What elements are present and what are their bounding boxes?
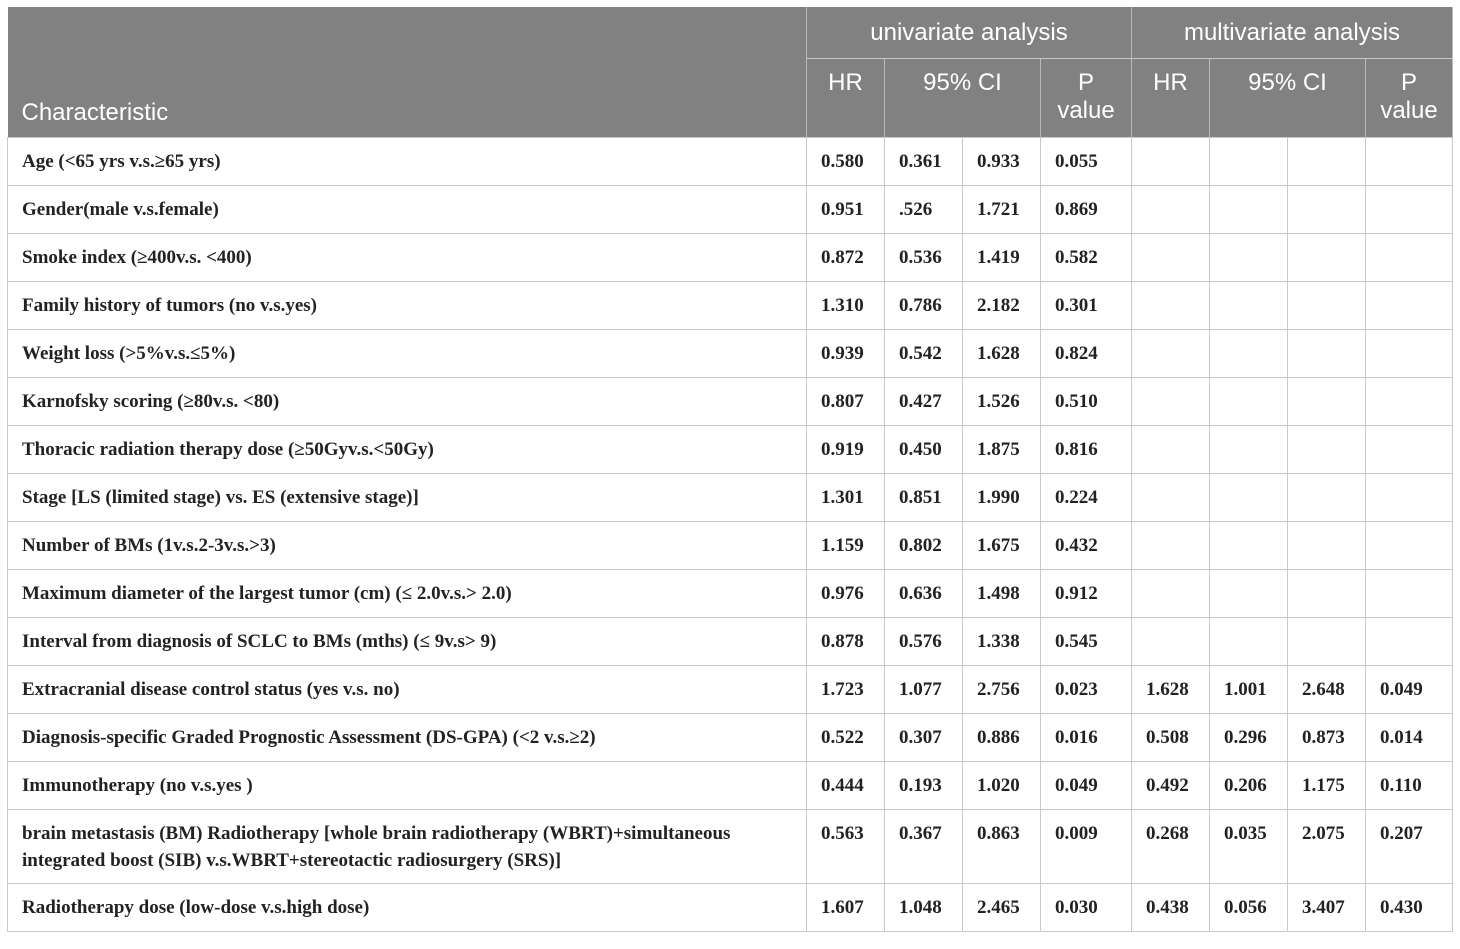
multivariate-ci-low-cell: 0.206 (1210, 762, 1288, 810)
univariate-ci-low-cell: 1.048 (885, 884, 963, 932)
univariate-p-cell: 0.816 (1041, 426, 1132, 474)
univariate-p-cell: 0.510 (1041, 378, 1132, 426)
univariate-hr-cell: 0.951 (807, 186, 885, 234)
multivariate-hr-cell (1132, 282, 1210, 330)
univariate-ci-low-cell: 0.542 (885, 330, 963, 378)
label-cell: Karnofsky scoring (≥80v.s. <80) (8, 378, 807, 426)
multivariate-p-header (1366, 59, 1453, 138)
multivariate-p-cell: 0.207 (1366, 810, 1453, 884)
table-row (8, 884, 1453, 932)
multivariate-ci-high-cell: 2.075 (1288, 810, 1366, 884)
univariate-hr-cell: 0.807 (807, 378, 885, 426)
univariate-hr-cell: 1.723 (807, 666, 885, 714)
univariate-ci-high-cell: 1.338 (963, 618, 1041, 666)
univariate-hr-cell: 0.976 (807, 570, 885, 618)
multivariate-ci-high-cell (1288, 330, 1366, 378)
multivariate-ci-low-cell (1210, 426, 1288, 474)
results-table-container (7, 7, 1452, 932)
univariate-hr-cell: 1.159 (807, 522, 885, 570)
multivariate-hr-cell: 0.508 (1132, 714, 1210, 762)
label-cell: Extracranial disease control status (yes v.s. no) (8, 666, 807, 714)
multivariate-ci-high-cell (1288, 474, 1366, 522)
table-row (8, 714, 1453, 762)
table-row (8, 474, 1453, 522)
multivariate-ci-low-cell (1210, 522, 1288, 570)
multivariate-p-cell: 0.110 (1366, 762, 1453, 810)
multivariate-p-cell: 0.049 (1366, 666, 1453, 714)
table-header (8, 7, 1453, 138)
univariate-ci-high-cell: 1.628 (963, 330, 1041, 378)
univariate-hr-cell: 0.444 (807, 762, 885, 810)
multivariate-hr-cell: 0.438 (1132, 884, 1210, 932)
table-row (8, 666, 1453, 714)
univariate-p-cell: 0.545 (1041, 618, 1132, 666)
label-cell: Maximum diameter of the largest tumor (cm) (≤ 2.0v.s.> 2.0) (8, 570, 807, 618)
table-row (8, 282, 1453, 330)
univariate-ci-high-cell: 2.182 (963, 282, 1041, 330)
multivariate-p-cell (1366, 330, 1453, 378)
multivariate-ci-high-cell (1288, 522, 1366, 570)
multivariate-p-cell: 0.430 (1366, 884, 1453, 932)
multivariate-hr-cell (1132, 138, 1210, 186)
univariate-ci-low-cell: 0.536 (885, 234, 963, 282)
table-row (8, 378, 1453, 426)
label-cell: Weight loss (>5%v.s.≤5%) (8, 330, 807, 378)
univariate-ci-low-cell: 1.077 (885, 666, 963, 714)
univariate-ci-low-cell: 0.450 (885, 426, 963, 474)
multivariate-ci-high-cell: 0.873 (1288, 714, 1366, 762)
univariate-hr-cell: 0.563 (807, 810, 885, 884)
univariate-ci-low-cell: 0.193 (885, 762, 963, 810)
multivariate-hr-cell (1132, 330, 1210, 378)
univariate-ci-high-cell: 2.756 (963, 666, 1041, 714)
univariate-header: univariate analysis (807, 7, 1132, 59)
label-cell: Thoracic radiation therapy dose (≥50Gyv.s.<50Gy) (8, 426, 807, 474)
multivariate-p-cell (1366, 186, 1453, 234)
multivariate-ci-high-cell (1288, 186, 1366, 234)
multivariate-p-cell (1366, 474, 1453, 522)
univariate-ci-low-cell: 0.851 (885, 474, 963, 522)
univariate-p-cell: 0.582 (1041, 234, 1132, 282)
multivariate-ci-low-cell (1210, 186, 1288, 234)
multivariate-ci-high-cell (1288, 426, 1366, 474)
p-line1: P (1401, 69, 1418, 96)
univariate-ci-low-cell: 0.786 (885, 282, 963, 330)
univariate-ci-high-cell: 1.498 (963, 570, 1041, 618)
univariate-ci-low-cell: 0.802 (885, 522, 963, 570)
label-cell: Radiotherapy dose (low-dose v.s.high dose) (8, 884, 807, 932)
univariate-ci-high-cell: 1.875 (963, 426, 1041, 474)
multivariate-p-cell (1366, 522, 1453, 570)
table-row (8, 234, 1453, 282)
regression-table (7, 7, 1453, 932)
univariate-ci-low-cell: 0.636 (885, 570, 963, 618)
multivariate-ci-low-cell (1210, 234, 1288, 282)
univariate-p-cell: 0.030 (1041, 884, 1132, 932)
table-row (8, 330, 1453, 378)
multivariate-ci-low-cell (1210, 282, 1288, 330)
multivariate-ci-low-cell: 0.035 (1210, 810, 1288, 884)
multivariate-p-cell (1366, 282, 1453, 330)
multivariate-hr-cell (1132, 378, 1210, 426)
p-line1: P (1077, 69, 1094, 96)
multivariate-p-cell (1366, 138, 1453, 186)
multivariate-hr-cell (1132, 426, 1210, 474)
multivariate-hr-cell (1132, 186, 1210, 234)
univariate-ci-low-cell: 0.576 (885, 618, 963, 666)
multivariate-ci-low-cell (1210, 138, 1288, 186)
multivariate-hr-cell: 0.268 (1132, 810, 1210, 884)
characteristic-header: Characteristic (8, 7, 807, 138)
univariate-p-cell: 0.049 (1041, 762, 1132, 810)
univariate-ci-high-cell: 1.675 (963, 522, 1041, 570)
table-body (8, 138, 1453, 932)
multivariate-ci-high-cell (1288, 378, 1366, 426)
multivariate-hr-cell (1132, 234, 1210, 282)
multivariate-ci-high-cell (1288, 570, 1366, 618)
univariate-p-cell: 0.055 (1041, 138, 1132, 186)
multivariate-ci-header: 95% CI (1210, 59, 1366, 138)
univariate-hr-cell: 1.310 (807, 282, 885, 330)
univariate-ci-high-cell: 1.721 (963, 186, 1041, 234)
multivariate-ci-high-cell: 1.175 (1288, 762, 1366, 810)
univariate-p-cell: 0.912 (1041, 570, 1132, 618)
multivariate-ci-high-cell: 2.648 (1288, 666, 1366, 714)
table-row (8, 618, 1453, 666)
table-row (8, 810, 1453, 884)
univariate-hr-cell: 0.872 (807, 234, 885, 282)
label-cell: Number of BMs (1v.s.2-3v.s.>3) (8, 522, 807, 570)
multivariate-ci-high-cell (1288, 282, 1366, 330)
label-cell: Diagnosis-specific Graded Prognostic Assessment (DS-GPA) (<2 v.s.≥2) (8, 714, 807, 762)
multivariate-hr-cell: 0.492 (1132, 762, 1210, 810)
univariate-hr-cell: 0.580 (807, 138, 885, 186)
multivariate-ci-low-cell: 0.056 (1210, 884, 1288, 932)
p-line2: value (1057, 97, 1115, 124)
multivariate-hr-cell (1132, 618, 1210, 666)
univariate-p-cell: 0.824 (1041, 330, 1132, 378)
label-cell: Immunotherapy (no v.s.yes ) (8, 762, 807, 810)
multivariate-ci-low-cell (1210, 618, 1288, 666)
multivariate-ci-low-cell (1210, 570, 1288, 618)
univariate-ci-high-cell: 0.863 (963, 810, 1041, 884)
univariate-p-cell: 0.432 (1041, 522, 1132, 570)
univariate-ci-high-cell: 0.933 (963, 138, 1041, 186)
univariate-p-cell: 0.301 (1041, 282, 1132, 330)
univariate-ci-high-cell: 1.020 (963, 762, 1041, 810)
univariate-hr-cell: 1.301 (807, 474, 885, 522)
univariate-ci-high-cell: 0.886 (963, 714, 1041, 762)
univariate-hr-cell: 0.919 (807, 426, 885, 474)
univariate-ci-low-cell: .526 (885, 186, 963, 234)
label-cell: brain metastasis (BM) Radiotherapy [whole brain radiotherapy (WBRT)+simultaneous integrated boost (SIB) v.s.WBRT+stereotactic radiosurgery (SRS)] (8, 810, 807, 884)
multivariate-p-cell (1366, 618, 1453, 666)
table-row (8, 522, 1453, 570)
multivariate-hr-cell (1132, 522, 1210, 570)
multivariate-ci-high-cell (1288, 138, 1366, 186)
multivariate-p-cell (1366, 426, 1453, 474)
univariate-p-cell: 0.869 (1041, 186, 1132, 234)
label-cell: Smoke index (≥400v.s. <400) (8, 234, 807, 282)
univariate-ci-low-cell: 0.361 (885, 138, 963, 186)
multivariate-ci-low-cell (1210, 474, 1288, 522)
univariate-p-cell: 0.009 (1041, 810, 1132, 884)
label-cell: Gender(male v.s.female) (8, 186, 807, 234)
multivariate-p-cell: 0.014 (1366, 714, 1453, 762)
univariate-ci-header: 95% CI (885, 59, 1041, 138)
univariate-hr-cell: 0.878 (807, 618, 885, 666)
p-line2: value (1380, 97, 1438, 124)
univariate-p-cell: 0.224 (1041, 474, 1132, 522)
multivariate-hr-header: HR (1132, 59, 1210, 138)
multivariate-header: multivariate analysis (1132, 7, 1453, 59)
multivariate-ci-high-cell (1288, 618, 1366, 666)
table-row (8, 138, 1453, 186)
univariate-hr-cell: 0.522 (807, 714, 885, 762)
univariate-ci-high-cell: 1.419 (963, 234, 1041, 282)
table-row (8, 570, 1453, 618)
label-cell: Family history of tumors (no v.s.yes) (8, 282, 807, 330)
multivariate-ci-high-cell (1288, 234, 1366, 282)
multivariate-p-cell (1366, 570, 1453, 618)
univariate-p-cell: 0.023 (1041, 666, 1132, 714)
univariate-ci-low-cell: 0.427 (885, 378, 963, 426)
multivariate-p-cell (1366, 234, 1453, 282)
multivariate-ci-low-cell: 1.001 (1210, 666, 1288, 714)
univariate-hr-header: HR (807, 59, 885, 138)
univariate-hr-cell: 0.939 (807, 330, 885, 378)
multivariate-ci-low-cell (1210, 378, 1288, 426)
multivariate-hr-cell (1132, 570, 1210, 618)
table-row (8, 426, 1453, 474)
multivariate-ci-low-cell: 0.296 (1210, 714, 1288, 762)
multivariate-hr-cell (1132, 474, 1210, 522)
univariate-hr-cell: 1.607 (807, 884, 885, 932)
multivariate-hr-cell: 1.628 (1132, 666, 1210, 714)
table-row (8, 186, 1453, 234)
label-cell: Stage [LS (limited stage) vs. ES (extensive stage)] (8, 474, 807, 522)
table-row (8, 762, 1453, 810)
multivariate-ci-low-cell (1210, 330, 1288, 378)
univariate-ci-high-cell: 2.465 (963, 884, 1041, 932)
univariate-p-header (1041, 59, 1132, 138)
univariate-ci-low-cell: 0.367 (885, 810, 963, 884)
multivariate-p-cell (1366, 378, 1453, 426)
multivariate-ci-high-cell: 3.407 (1288, 884, 1366, 932)
label-cell: Age (<65 yrs v.s.≥65 yrs) (8, 138, 807, 186)
label-cell: Interval from diagnosis of SCLC to BMs (mths) (≤ 9v.s> 9) (8, 618, 807, 666)
univariate-ci-high-cell: 1.526 (963, 378, 1041, 426)
univariate-ci-low-cell: 0.307 (885, 714, 963, 762)
univariate-ci-high-cell: 1.990 (963, 474, 1041, 522)
univariate-p-cell: 0.016 (1041, 714, 1132, 762)
